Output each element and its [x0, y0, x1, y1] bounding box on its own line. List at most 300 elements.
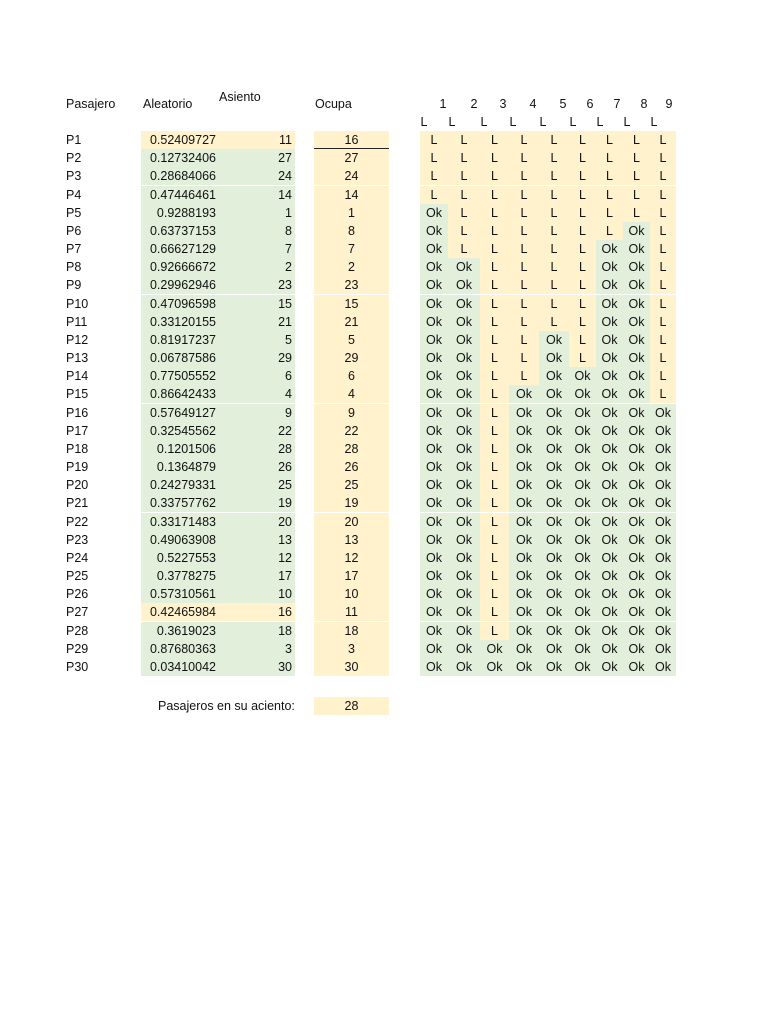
aleatorio-cell: 0.3778275	[141, 567, 219, 585]
ocupa-cell: 21	[314, 313, 389, 331]
ocupa-cell: 18	[314, 622, 389, 640]
asiento-cell: 18	[219, 622, 295, 640]
seat-status-cell: L	[509, 331, 539, 349]
seat-status-cell: Ok	[420, 240, 448, 258]
ocupa-cell: 17	[314, 567, 389, 585]
seat-status-cell: Ok	[448, 622, 480, 640]
seat-status-cell: Ok	[448, 476, 480, 494]
seat-status-cell: Ok	[623, 603, 650, 621]
ocupa-cell: 30	[314, 658, 389, 676]
seat-status-cell: L	[650, 222, 676, 240]
asiento-cell: 25	[219, 476, 295, 494]
seat-status-cell: Ok	[448, 549, 480, 567]
seat-status-cell: Ok	[420, 494, 448, 512]
seat-status-cell: Ok	[596, 404, 623, 422]
seat-status-cell: Ok	[539, 640, 569, 658]
seat-status-cell: L	[539, 204, 569, 222]
seat-status-cell: L	[509, 222, 539, 240]
seat-letter-header: L	[509, 115, 517, 129]
seat-status-cell: Ok	[596, 295, 623, 313]
seat-status-cell: Ok	[650, 622, 676, 640]
seat-status-cell: Ok	[623, 549, 650, 567]
pasajero-cell: P7	[66, 242, 82, 257]
seat-status-cell: Ok	[420, 531, 448, 549]
seat-status-cell: Ok	[623, 222, 650, 240]
pasajero-cell: P3	[66, 169, 82, 184]
seat-status-cell: Ok	[650, 567, 676, 585]
seat-status-cell: L	[448, 240, 480, 258]
seat-status-cell: L	[569, 149, 596, 167]
seat-status-cell: L	[480, 240, 509, 258]
seat-status-cell: L	[509, 240, 539, 258]
seat-status-cell: L	[650, 204, 676, 222]
pasajero-cell: P21	[66, 496, 89, 511]
seat-status-cell: Ok	[420, 313, 448, 331]
seat-status-cell: L	[420, 131, 448, 149]
asiento-cell: 8	[219, 222, 295, 240]
seat-status-cell: L	[480, 349, 509, 367]
ocupa-cell: 26	[314, 458, 389, 476]
seat-status-cell: Ok	[623, 494, 650, 512]
pasajero-cell: P2	[66, 151, 82, 166]
aleatorio-cell: 0.47096598	[141, 295, 219, 313]
seat-status-cell: Ok	[448, 349, 480, 367]
aleatorio-cell: 0.28684066	[141, 167, 219, 185]
seat-status-cell: Ok	[539, 331, 569, 349]
pasajero-cell: P20	[66, 478, 89, 493]
seat-status-cell: Ok	[448, 640, 480, 658]
ocupa-cell: 25	[314, 476, 389, 494]
seat-status-cell: L	[539, 186, 569, 204]
seat-status-cell: Ok	[623, 622, 650, 640]
seat-status-cell: Ok	[596, 367, 623, 385]
seat-status-cell: Ok	[420, 258, 448, 276]
seat-status-cell: Ok	[596, 658, 623, 676]
seat-status-cell: L	[650, 295, 676, 313]
seat-status-cell: L	[480, 567, 509, 585]
seat-status-cell: Ok	[569, 476, 596, 494]
asiento-cell: 10	[219, 585, 295, 603]
seat-status-cell: L	[650, 186, 676, 204]
seat-status-cell: Ok	[420, 549, 448, 567]
seat-status-cell: L	[509, 313, 539, 331]
pasajero-cell: P17	[66, 423, 89, 438]
seat-status-cell: Ok	[420, 622, 448, 640]
pasajero-cell: P15	[66, 387, 89, 402]
pasajero-cell: P30	[66, 659, 89, 674]
seat-number-header: 1	[439, 97, 447, 111]
seat-status-cell: Ok	[596, 476, 623, 494]
ocupa-cell: 29	[314, 349, 389, 367]
seat-status-cell: Ok	[420, 404, 448, 422]
pasajero-cell: P22	[66, 514, 89, 529]
seat-number-header: 7	[613, 97, 621, 111]
asiento-cell: 20	[219, 513, 295, 531]
ocupa-cell: 27	[314, 149, 389, 167]
seat-status-cell: L	[509, 131, 539, 149]
seat-status-cell: Ok	[448, 567, 480, 585]
seat-status-cell: L	[480, 276, 509, 294]
seat-status-cell: L	[539, 258, 569, 276]
pasajero-cell: P9	[66, 278, 82, 293]
asiento-cell: 27	[219, 149, 295, 167]
seat-status-cell: Ok	[596, 440, 623, 458]
asiento-cell: 4	[219, 385, 295, 403]
aleatorio-cell: 0.57649127	[141, 404, 219, 422]
seat-status-cell: Ok	[650, 585, 676, 603]
seat-status-cell: Ok	[448, 531, 480, 549]
seat-status-cell: L	[420, 167, 448, 185]
aleatorio-cell: 0.24279331	[141, 476, 219, 494]
seat-status-cell: Ok	[509, 494, 539, 512]
seat-status-cell: Ok	[509, 658, 539, 676]
seat-status-cell: L	[480, 186, 509, 204]
seat-status-cell: L	[448, 222, 480, 240]
seat-status-cell: L	[509, 167, 539, 185]
seat-status-cell: L	[569, 276, 596, 294]
seat-status-cell: L	[448, 204, 480, 222]
seat-status-cell: Ok	[448, 313, 480, 331]
seat-status-cell: Ok	[596, 585, 623, 603]
seat-status-cell: L	[596, 222, 623, 240]
header-ocupa: Ocupa	[315, 97, 352, 111]
seat-status-cell: L	[650, 131, 676, 149]
asiento-cell: 24	[219, 167, 295, 185]
seat-status-cell: L	[569, 186, 596, 204]
seat-status-cell: Ok	[650, 640, 676, 658]
seat-status-cell: Ok	[448, 513, 480, 531]
asiento-cell: 2	[219, 258, 295, 276]
seat-status-cell: Ok	[420, 349, 448, 367]
seat-status-cell: L	[509, 258, 539, 276]
seat-status-cell: L	[509, 186, 539, 204]
seat-status-cell: Ok	[539, 513, 569, 531]
pasajero-cell: P23	[66, 532, 89, 547]
asiento-cell: 6	[219, 367, 295, 385]
aleatorio-cell: 0.1364879	[141, 458, 219, 476]
ocupa-cell: 23	[314, 276, 389, 294]
seat-status-cell: Ok	[650, 476, 676, 494]
seat-status-cell: Ok	[596, 531, 623, 549]
seat-status-cell: Ok	[569, 404, 596, 422]
seat-status-cell: Ok	[650, 603, 676, 621]
seat-status-cell: Ok	[650, 531, 676, 549]
pasajero-cell: P25	[66, 569, 89, 584]
pasajero-cell: P19	[66, 460, 89, 475]
seat-status-cell: L	[509, 276, 539, 294]
seat-status-cell: Ok	[569, 367, 596, 385]
seat-status-cell: L	[480, 603, 509, 621]
seat-status-cell: L	[569, 349, 596, 367]
aleatorio-cell: 0.3619023	[141, 622, 219, 640]
seat-status-cell: Ok	[623, 476, 650, 494]
summary-value: 28	[314, 697, 389, 715]
seat-status-cell: Ok	[448, 295, 480, 313]
ocupa-cell: 7	[314, 240, 389, 258]
seat-number-header: 9	[665, 97, 673, 111]
seat-status-cell: Ok	[539, 422, 569, 440]
seat-status-cell: L	[480, 385, 509, 403]
seat-status-cell: Ok	[623, 331, 650, 349]
seat-status-cell: Ok	[539, 603, 569, 621]
pasajero-cell: P27	[66, 605, 89, 620]
seat-status-cell: L	[480, 585, 509, 603]
seat-status-cell: L	[596, 167, 623, 185]
aleatorio-cell: 0.52409727	[141, 131, 219, 149]
seat-status-cell: Ok	[509, 404, 539, 422]
seat-status-cell: Ok	[480, 640, 509, 658]
aleatorio-cell: 0.5227553	[141, 549, 219, 567]
seat-status-cell: Ok	[509, 567, 539, 585]
seat-status-cell: Ok	[420, 222, 448, 240]
seat-status-cell: Ok	[539, 549, 569, 567]
ocupa-cell: 4	[314, 385, 389, 403]
seat-status-cell: L	[480, 440, 509, 458]
seat-status-cell: Ok	[539, 367, 569, 385]
seat-status-cell: L	[539, 131, 569, 149]
seat-status-cell: Ok	[623, 367, 650, 385]
seat-status-cell: L	[509, 204, 539, 222]
aleatorio-cell: 0.1201506	[141, 440, 219, 458]
seat-status-cell: L	[509, 367, 539, 385]
pasajero-cell: P8	[66, 260, 82, 275]
seat-status-cell: Ok	[420, 567, 448, 585]
seat-status-cell: L	[539, 295, 569, 313]
pasajero-cell: P10	[66, 296, 89, 311]
seat-status-cell: Ok	[569, 513, 596, 531]
pasajero-cell: P24	[66, 550, 89, 565]
aleatorio-cell: 0.03410042	[141, 658, 219, 676]
seat-status-cell: L	[480, 494, 509, 512]
seat-status-cell: Ok	[596, 549, 623, 567]
asiento-cell: 14	[219, 186, 295, 204]
seat-status-cell: Ok	[420, 458, 448, 476]
seat-status-cell: L	[539, 240, 569, 258]
seat-status-cell: Ok	[420, 513, 448, 531]
seat-status-cell: Ok	[623, 531, 650, 549]
ocupa-cell: 28	[314, 440, 389, 458]
seat-status-cell: Ok	[448, 385, 480, 403]
asiento-cell: 28	[219, 440, 295, 458]
seat-number-header: 2	[470, 97, 478, 111]
seat-status-cell: Ok	[448, 276, 480, 294]
seat-status-cell: Ok	[623, 385, 650, 403]
seat-status-cell: Ok	[420, 585, 448, 603]
seat-status-cell: L	[480, 131, 509, 149]
seat-status-cell: Ok	[650, 404, 676, 422]
seat-letter-header: L	[596, 115, 604, 129]
pasajero-cell: P16	[66, 405, 89, 420]
seat-status-cell: L	[448, 167, 480, 185]
seat-status-cell: L	[480, 331, 509, 349]
ocupa-cell: 10	[314, 585, 389, 603]
seat-status-cell: Ok	[596, 276, 623, 294]
pasajero-cell: P1	[66, 133, 82, 147]
aleatorio-cell: 0.77505552	[141, 367, 219, 385]
asiento-cell: 30	[219, 658, 295, 676]
seat-status-cell: Ok	[509, 549, 539, 567]
aleatorio-cell: 0.12732406	[141, 149, 219, 167]
asiento-cell: 26	[219, 458, 295, 476]
ocupa-cell: 8	[314, 222, 389, 240]
seat-status-cell: Ok	[596, 240, 623, 258]
seat-status-cell: Ok	[650, 422, 676, 440]
seat-status-cell: L	[480, 204, 509, 222]
seat-status-cell: Ok	[623, 640, 650, 658]
ocupa-cell: 3	[314, 640, 389, 658]
ocupa-cell: 16	[314, 131, 389, 149]
seat-status-cell: L	[623, 204, 650, 222]
seat-status-cell: Ok	[623, 349, 650, 367]
seat-status-cell: L	[650, 276, 676, 294]
seat-status-cell: L	[480, 476, 509, 494]
seat-status-cell: Ok	[448, 585, 480, 603]
seat-status-cell: L	[569, 258, 596, 276]
asiento-cell: 19	[219, 494, 295, 512]
seat-number-header: 6	[586, 97, 594, 111]
seat-letter-header: L	[420, 115, 428, 129]
asiento-cell: 5	[219, 331, 295, 349]
seat-status-cell: Ok	[539, 385, 569, 403]
ocupa-cell: 2	[314, 258, 389, 276]
asiento-cell: 3	[219, 640, 295, 658]
seat-status-cell: L	[650, 149, 676, 167]
seat-status-cell: Ok	[596, 640, 623, 658]
seat-status-cell: Ok	[623, 295, 650, 313]
seat-number-header: 8	[640, 97, 648, 111]
seat-status-cell: Ok	[596, 603, 623, 621]
seat-status-cell: L	[596, 131, 623, 149]
aleatorio-cell: 0.87680363	[141, 640, 219, 658]
seat-status-cell: Ok	[509, 422, 539, 440]
asiento-cell: 11	[219, 131, 295, 149]
seat-status-cell: L	[650, 367, 676, 385]
seat-status-cell: Ok	[539, 658, 569, 676]
seat-status-cell: Ok	[539, 404, 569, 422]
seat-status-cell: Ok	[596, 622, 623, 640]
seat-status-cell: Ok	[623, 567, 650, 585]
seat-status-cell: L	[509, 295, 539, 313]
seat-status-cell: Ok	[596, 349, 623, 367]
seat-status-cell: Ok	[509, 603, 539, 621]
asiento-cell: 9	[219, 404, 295, 422]
seat-status-cell: L	[650, 385, 676, 403]
ocupa-cell: 24	[314, 167, 389, 185]
asiento-cell: 7	[219, 240, 295, 258]
seat-status-cell: L	[650, 167, 676, 185]
seat-status-cell: Ok	[596, 513, 623, 531]
seat-status-cell: Ok	[623, 513, 650, 531]
seat-status-cell: Ok	[650, 513, 676, 531]
seat-status-cell: Ok	[448, 494, 480, 512]
seat-status-cell: Ok	[420, 295, 448, 313]
seat-status-cell: Ok	[539, 567, 569, 585]
seat-status-cell: Ok	[596, 494, 623, 512]
asiento-cell: 21	[219, 313, 295, 331]
aleatorio-cell: 0.42465984	[141, 603, 219, 621]
seat-status-cell: L	[569, 313, 596, 331]
seat-status-cell: Ok	[650, 549, 676, 567]
pasajero-cell: P13	[66, 351, 89, 366]
seat-status-cell: Ok	[569, 385, 596, 403]
seat-status-cell: Ok	[569, 567, 596, 585]
seat-status-cell: Ok	[448, 440, 480, 458]
seat-status-cell: Ok	[569, 658, 596, 676]
asiento-cell: 16	[219, 603, 295, 621]
seat-status-cell: Ok	[448, 367, 480, 385]
seat-status-cell: L	[480, 404, 509, 422]
seat-status-cell: L	[509, 349, 539, 367]
seat-status-cell: L	[480, 549, 509, 567]
seat-letter-header: L	[623, 115, 631, 129]
seat-status-cell: L	[623, 186, 650, 204]
seat-status-cell: L	[480, 513, 509, 531]
seat-status-cell: L	[650, 258, 676, 276]
pasajero-cell: P14	[66, 369, 89, 384]
seat-status-cell: Ok	[539, 476, 569, 494]
seat-status-cell: L	[420, 186, 448, 204]
seat-status-cell: Ok	[448, 603, 480, 621]
seat-letter-header: L	[650, 115, 658, 129]
seat-status-cell: Ok	[420, 476, 448, 494]
seat-status-cell: L	[539, 222, 569, 240]
seat-number-header: 3	[499, 97, 507, 111]
seat-status-cell: Ok	[596, 385, 623, 403]
ocupa-cell: 9	[314, 404, 389, 422]
seat-status-cell: Ok	[539, 494, 569, 512]
aleatorio-cell: 0.81917237	[141, 331, 219, 349]
pasajero-cell: P5	[66, 205, 82, 220]
seat-status-cell: Ok	[420, 367, 448, 385]
seat-status-cell: Ok	[623, 585, 650, 603]
header-aleatorio: Aleatorio	[143, 97, 193, 111]
seat-status-cell: L	[480, 422, 509, 440]
seat-status-cell: L	[539, 276, 569, 294]
seat-status-cell: L	[480, 458, 509, 476]
pasajero-cell: P4	[66, 187, 82, 202]
seat-status-cell: L	[569, 204, 596, 222]
asiento-cell: 23	[219, 276, 295, 294]
ocupa-cell: 6	[314, 367, 389, 385]
seat-status-cell: Ok	[569, 640, 596, 658]
header-asiento: Asiento	[219, 90, 261, 104]
seat-status-cell: Ok	[569, 458, 596, 476]
asiento-cell: 12	[219, 549, 295, 567]
seat-status-cell: L	[448, 131, 480, 149]
seat-status-cell: L	[480, 313, 509, 331]
seat-status-cell: L	[480, 531, 509, 549]
pasajero-cell: P29	[66, 641, 89, 656]
seat-status-cell: Ok	[539, 622, 569, 640]
seat-status-cell: Ok	[650, 458, 676, 476]
seat-status-cell: Ok	[448, 658, 480, 676]
seat-status-cell: Ok	[596, 422, 623, 440]
seat-status-cell: Ok	[509, 622, 539, 640]
ocupa-cell: 11	[314, 603, 389, 621]
seat-status-cell: L	[480, 222, 509, 240]
seat-status-cell: L	[448, 186, 480, 204]
seat-status-cell: L	[569, 240, 596, 258]
ocupa-cell: 13	[314, 531, 389, 549]
seat-status-cell: Ok	[420, 422, 448, 440]
seat-status-cell: Ok	[420, 440, 448, 458]
aleatorio-cell: 0.92666672	[141, 258, 219, 276]
aleatorio-cell: 0.29962946	[141, 276, 219, 294]
seat-status-cell: Ok	[509, 440, 539, 458]
pasajero-cell: P26	[66, 587, 89, 602]
seat-status-cell: Ok	[596, 258, 623, 276]
seat-status-cell: L	[539, 313, 569, 331]
